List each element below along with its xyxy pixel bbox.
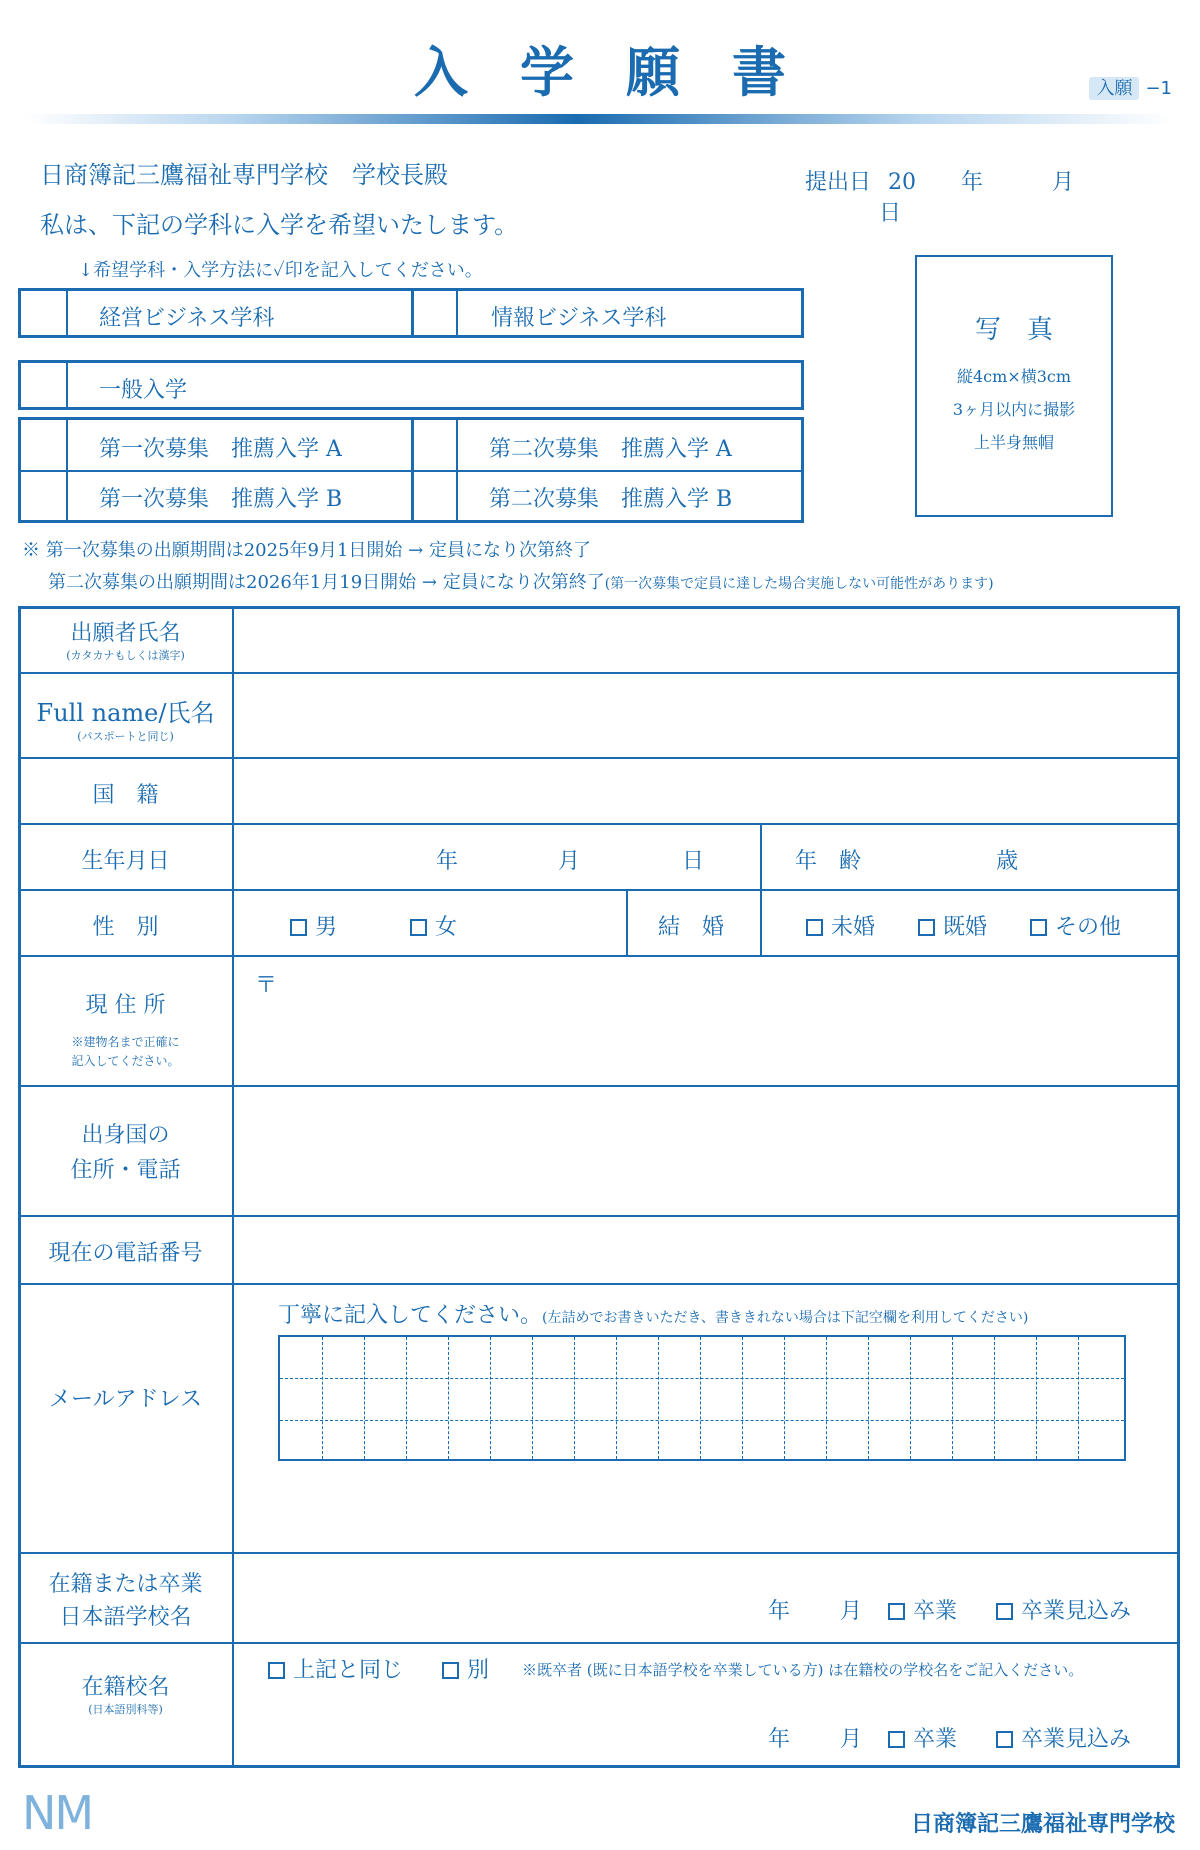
school-label: 在籍または卒業 日本語学校名 — [48, 1572, 203, 1630]
submit-day: 日 — [879, 201, 902, 226]
nationality-label: 国 籍 — [92, 783, 159, 808]
nationality-field[interactable] — [236, 761, 1176, 821]
photo-title: 写 真 — [974, 315, 1053, 345]
note-line-2 — [48, 568, 994, 594]
photo-box — [915, 255, 1113, 517]
enrolled-year-unit: 年 — [768, 1727, 791, 1752]
department-1: 経営ビジネス学科 — [99, 306, 275, 331]
submit-date[interactable] — [805, 165, 1175, 227]
school-expected-checkbox[interactable] — [996, 1603, 1013, 1620]
page-title: 入学願書 — [414, 41, 838, 104]
applicant-name-field[interactable] — [236, 610, 1176, 670]
birth-day-unit: 日 — [682, 849, 705, 874]
second-rec-b-label: 第二次募集 推薦入学 B — [489, 487, 733, 512]
school-graduated-option[interactable]: 卒業 — [888, 1594, 957, 1625]
doc-badge: 入願 — [1089, 77, 1139, 100]
school-month-unit: 月 — [840, 1599, 863, 1624]
enrolled-label: 在籍校名 (日本語別科等) — [81, 1675, 170, 1716]
email-grid[interactable] — [278, 1335, 1126, 1461]
marital-married-option[interactable]: 既婚 — [918, 910, 987, 941]
submit-month: 月 — [1052, 170, 1075, 195]
home-address-label: 出身国の 住所・電話 — [70, 1123, 181, 1183]
address-field[interactable] — [236, 959, 1176, 1083]
second-rec-a-label: 第二次募集 推薦入学 A — [489, 437, 732, 462]
other-checkbox[interactable] — [1030, 919, 1047, 936]
enrolled-graduated-checkbox[interactable] — [888, 1731, 905, 1748]
postal-mark: 〒 — [255, 973, 278, 998]
birthdate-label: 生年月日 — [81, 849, 170, 874]
full-name-label: Full name/氏名 (パスポートと同じ) — [36, 699, 215, 743]
note-line-1: ※ 第一次募集の出願期間は2025年9月1日開始 → 定員になり次第終了 — [22, 540, 591, 561]
doc-suffix: −1 — [1145, 78, 1172, 99]
home-address-field[interactable] — [236, 1089, 1176, 1213]
department-box — [18, 288, 804, 338]
phone-field[interactable] — [236, 1219, 1176, 1281]
submit-year: 年 — [961, 170, 984, 195]
marital-label: 結 婚 — [658, 915, 725, 940]
photo-line-2: 3ヶ月以内に撮影 — [952, 400, 1076, 419]
general-admission-label: 一般入学 — [99, 378, 188, 403]
note-line-2-small: (第一次募集で定員に達した場合実施しない可能性があります) — [604, 576, 994, 592]
header-rule — [25, 114, 1175, 124]
instruction-text: ↓希望学科・入学方法に✓印を記入してください。 — [78, 260, 483, 281]
gender-female-option[interactable]: 女 — [410, 910, 457, 941]
enrolled-same-option[interactable]: 上記と同じ — [268, 1653, 403, 1684]
age-unit: 歳 — [996, 849, 1019, 874]
school-year-unit: 年 — [768, 1599, 791, 1624]
school-graduated-checkbox[interactable] — [888, 1603, 905, 1620]
department-2: 情報ビジネス学科 — [491, 306, 667, 331]
enrolled-note: ※既卒者 (既に日本語学校を卒業している方) は在籍校の学校名をご記入ください。 — [522, 1661, 1084, 1679]
general-admission-box — [18, 360, 804, 410]
recommendation-box — [18, 417, 804, 523]
school-expected-option[interactable]: 卒業見込み — [996, 1594, 1131, 1625]
email-label: メールアドレス — [49, 1387, 202, 1412]
enrolled-other-option[interactable]: 別 — [442, 1653, 489, 1684]
marital-other-option[interactable]: その他 — [1030, 910, 1121, 941]
note-line-2-main: 第二次募集の出願期間は2026年1月19日開始 → 定員になり次第終了 — [48, 572, 605, 593]
phone-label: 現在の電話番号 — [48, 1241, 203, 1266]
photo-line-1: 縦4cm×横3cm — [956, 367, 1072, 386]
female-checkbox[interactable] — [410, 919, 427, 936]
enrolled-month-unit: 月 — [840, 1727, 863, 1752]
first-rec-a-checkbox[interactable] — [21, 420, 66, 470]
address-label: 現 住 所 ※建物名まで正確に 記入してください。 — [71, 993, 180, 1068]
email-instruction: 丁寧に記入してください。(左詰めでお書きいただき、書ききれない場合は下記空欄を利用してください) — [278, 1303, 1029, 1328]
enrolled-same-checkbox[interactable] — [268, 1662, 285, 1679]
birth-month-unit: 月 — [558, 849, 581, 874]
nm-logo: NM — [22, 1786, 93, 1840]
male-checkbox[interactable] — [290, 919, 307, 936]
submit-date-label: 提出日 — [805, 170, 872, 195]
first-rec-a-label: 第一次募集 推薦入学 A — [99, 437, 342, 462]
enrolled-graduated-option[interactable]: 卒業 — [888, 1722, 957, 1753]
department-checkbox-2[interactable] — [413, 291, 456, 335]
applicant-name-label: 出願者氏名 (カタカナもしくは漢字) — [66, 621, 185, 662]
enrolled-expected-option[interactable]: 卒業見込み — [996, 1722, 1131, 1753]
enrolled-other-checkbox[interactable] — [442, 1662, 459, 1679]
second-rec-a-checkbox[interactable] — [413, 420, 456, 470]
document-number — [1089, 74, 1172, 100]
first-rec-b-checkbox[interactable] — [21, 472, 66, 520]
marital-single-option[interactable]: 未婚 — [806, 910, 875, 941]
submit-date-prefix: 20 — [888, 170, 917, 195]
enrolled-expected-checkbox[interactable] — [996, 1731, 1013, 1748]
intro-text: 私は、下記の学科に入学を希望いたします。 — [40, 211, 519, 239]
addressee: 日商簿記三鷹福祉専門学校 学校長殿 — [40, 161, 448, 189]
second-rec-b-checkbox[interactable] — [413, 472, 456, 520]
department-checkbox-1[interactable] — [21, 291, 66, 335]
general-admission-checkbox[interactable] — [21, 363, 66, 407]
married-checkbox[interactable] — [918, 919, 935, 936]
gender-male-option[interactable]: 男 — [290, 910, 337, 941]
single-checkbox[interactable] — [806, 919, 823, 936]
footer-school-name: 日商簿記三鷹福祉専門学校 — [910, 1812, 1175, 1837]
full-name-field[interactable] — [236, 676, 1176, 755]
age-label: 年 齢 — [795, 849, 862, 874]
birth-year-unit: 年 — [436, 849, 459, 874]
photo-line-3: 上半身無帽 — [973, 433, 1054, 452]
first-rec-b-label: 第一次募集 推薦入学 B — [99, 487, 343, 512]
gender-label: 性 別 — [92, 915, 159, 940]
